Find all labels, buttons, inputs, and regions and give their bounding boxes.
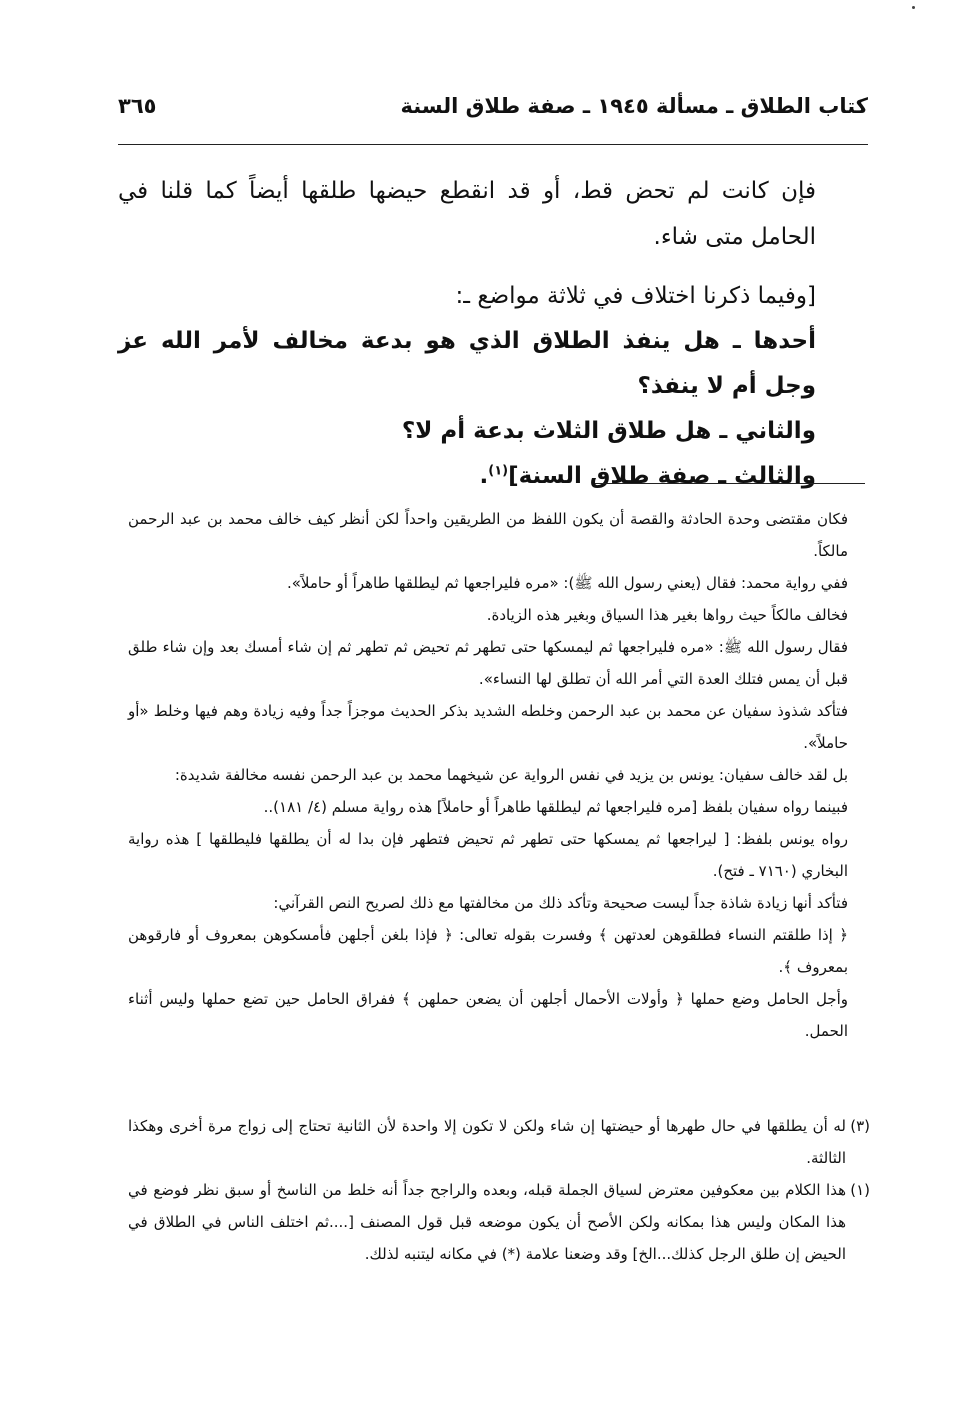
note-paragraph: بل لقد خالف سفيان: يونس بن يزيد في نفس الرواية عن شيخهما محمد بن عبد الرحمن نفسه مخالفة شديدة: — [174, 766, 848, 784]
scan-speck — [912, 6, 915, 9]
footnote-reference[interactable]: (١) — [488, 463, 509, 479]
footnote-mark: (٣) — [850, 1117, 870, 1135]
footnote-separator — [595, 483, 865, 484]
page-number: ٣٦٥ — [118, 94, 157, 118]
footnote-text: له أن يطلقها في حال طهرها أو حيضتها إن شاء ولكن لا تكون إلا واحدة لأن الثانية تحتاج إلى زواج مرة أخرى وهكذا الثالثة. — [128, 1117, 846, 1167]
note-paragraph: فتأكد شذوذ سفيان عن محمد بن عبد الرحمن وخلطه الشديد بذكر الحديث موجزاً جداً وفيه زيادة وهم فيها وخلط «أو حاملاً». — [128, 702, 848, 752]
note-paragraph: فتأكد أنها زيادة شاذة جداً ليست صحيحة وتأكد ذلك من مخالفتها مع ذلك لصريح النص القرآني: — [273, 894, 848, 912]
note-paragraph: ففي رواية محمد: فقال (يعني رسول الله ﷺ): «مره فليراجعها ثم ليطلقها طاهراً أو حاملاً». — [286, 574, 848, 592]
note-paragraph: ﴿ إذا طلقتم النساء فطلقوهن لعدتهن ﴾ وفسرت بقوله تعالى: ﴿ فإذا بلغن أجلهن فأمسكوهن بمعروف أو فارقوهن بمعروف ﴾. — [128, 926, 848, 976]
main-text — [118, 168, 816, 499]
point-three — [118, 454, 816, 499]
footnotes — [128, 1110, 870, 1270]
running-title: كتاب الطلاق ـ مسألة ١٩٤٥ ـ صفة طلاق السنة — [400, 94, 868, 118]
note-paragraph: فقال رسول الله ﷺ: «مره فليراجعها ثم ليمسكها حتى تطهر ثم تحيض ثم تطهر ثم إن شاء أمسك بعد وإن شاء طلق قبل أن يمس فتلك العدة التي أمر الله أن تطلق لها النساء». — [128, 638, 848, 688]
footnote-mark: (١) — [850, 1181, 870, 1199]
footnote-item — [128, 1174, 870, 1270]
point-three-text: والثالث ـ صفة طلاق السنة] — [508, 463, 816, 489]
note-paragraph: رواه يونس بلفظ: [ ليراجعها ثم يمسكها حتى تطهر ثم تحيض فتطهر فإن بدا له أن يطلقها فليطلقها ] هذه رواية البخاري (٧١٦٠ ـ فتح). — [128, 830, 848, 880]
note-paragraph: وأجل الحامل وضع حملها ﴿ وأولات الأحمال أجلهن أن يضعن حملهن ﴾ ففراق الحامل حين تضع حملها وليس أثناء الحمل. — [128, 990, 848, 1040]
point-two: والثاني ـ هل طلاق الثلاث بدعة أم لا؟ — [401, 418, 816, 444]
point-three-end: . — [479, 463, 489, 489]
note-paragraph: فكان مقتضى وحدة الحادثة والقصة أن يكون اللفظ من الطريقين واحداً لكن أنظر كيف خالف محمد بن عبد الرحمن مالكاً. — [128, 510, 848, 560]
bracket-intro-line: [وفيما ذكرنا اختلاف في ثلاثة مواضع ـ: — [455, 283, 816, 309]
point-one: أحدها ـ هل ينفذ الطلاق الذي هو بدعة مخالف لأمر الله عز وجل أم لا ينفذ؟ — [118, 328, 816, 399]
footnote-item — [128, 1110, 870, 1174]
main-paragraph: فإن كانت لم تحض قط، أو قد انقطع حيضها طلقها أيضاً كما قلنا في الحامل متى شاء. — [118, 178, 816, 250]
note-paragraph: فبينما رواه سفيان بلفظ [مره فليراجعها ثم ليطلقها طاهراً أو حاملاً] هذه رواية مسلم (٤/ ١٨١).. — [263, 798, 848, 816]
header-rule — [118, 144, 868, 145]
page-header — [118, 92, 868, 132]
footnote-continuation — [128, 503, 848, 1047]
note-paragraph: فخالف مالكاً حيث رواها بغير هذا السياق وبغير هذه الزيادة. — [486, 606, 848, 624]
footnote-text: هذا الكلام بين معكوفين معترض لسياق الجملة قبله، وبعده والراجح جداً أنه خلط من الناسخ أو سبق نظر فوضع في هذا المكان وليس هذا بمكانه ولكن الأصح أن يكون موضعه قبل قول المصنف [....ثم اختلف الناس في الطلاق في الحيض إن طلق الرجل كذلك...الخ] وقد وضعنا علامة (*) في مكانه ليتنبه لذلك. — [128, 1181, 846, 1263]
